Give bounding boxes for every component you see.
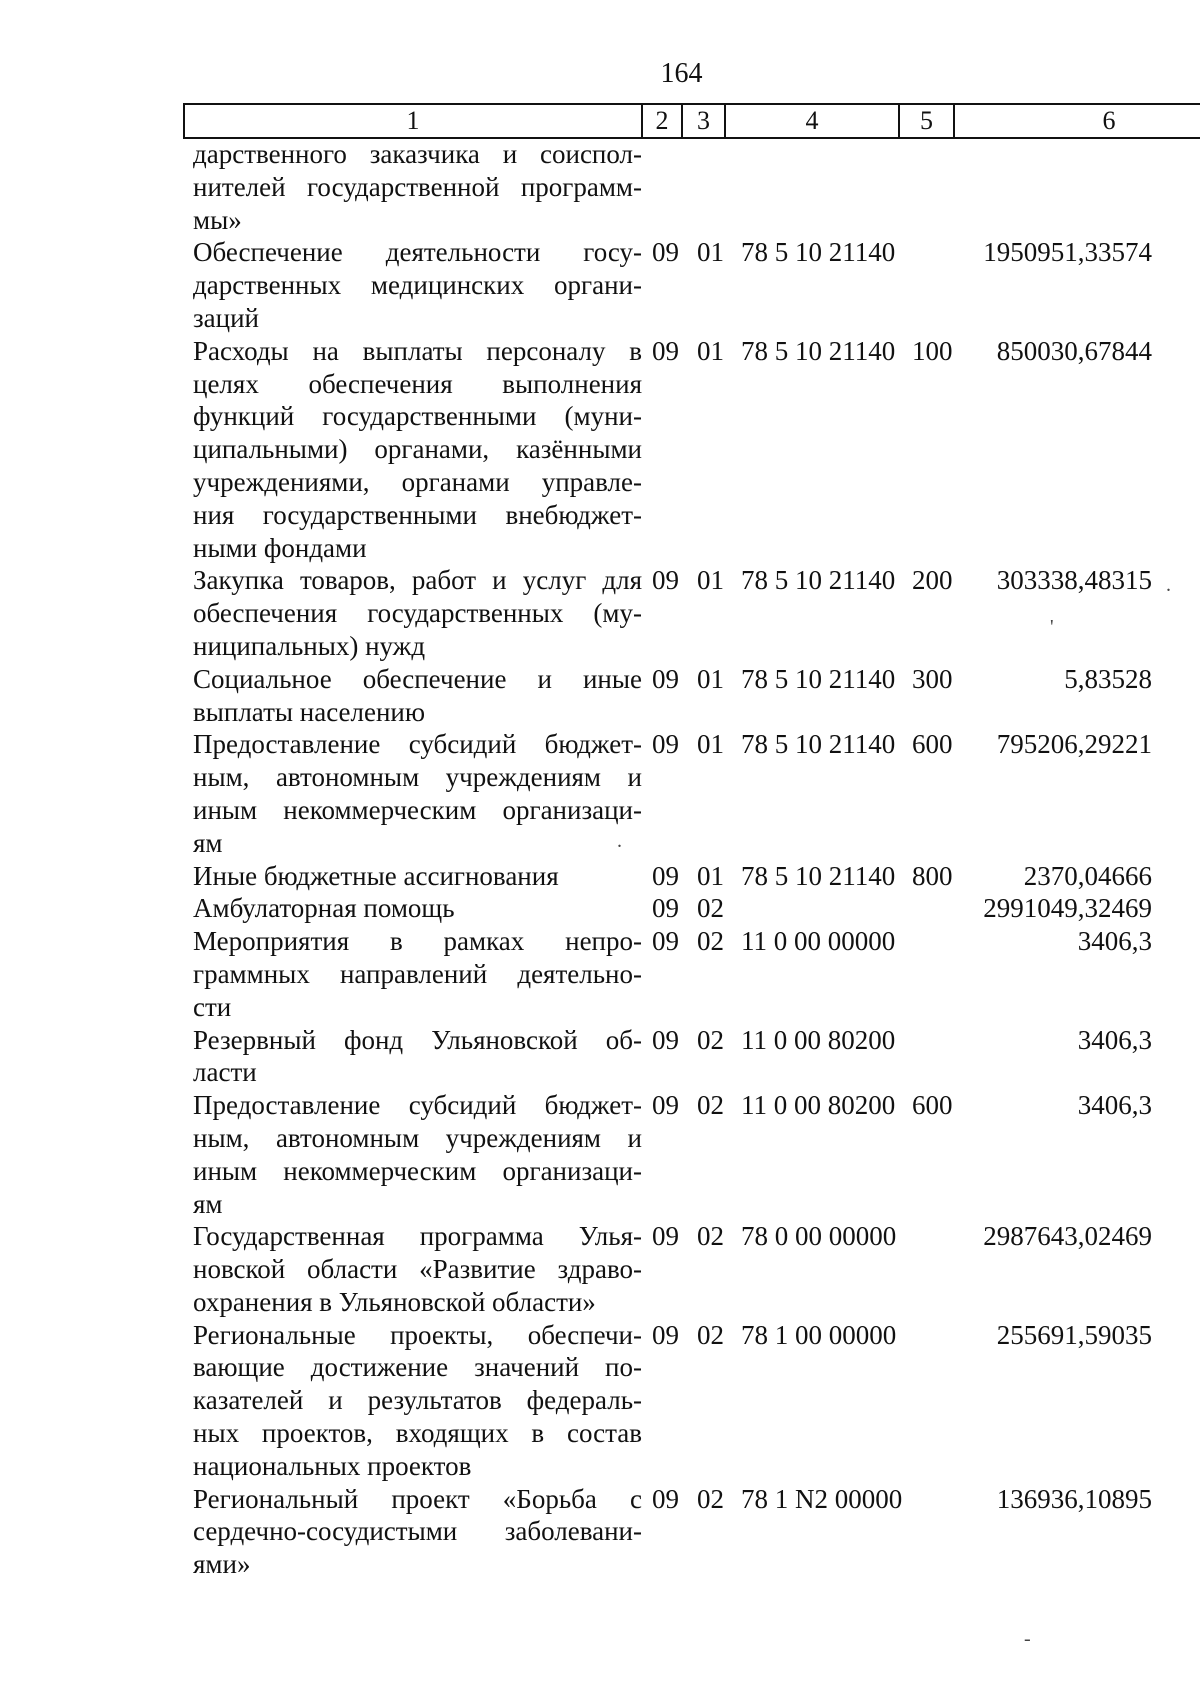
section-code: 09 [652, 335, 679, 366]
subsection-code: 01 [697, 565, 724, 596]
description-line: Закупка товаров, работ и услуг для [193, 565, 642, 596]
target-article-code: 78 5 10 21140 [741, 335, 896, 366]
expense-type-code: 600 [912, 1090, 953, 1121]
page-number: 164 [660, 58, 703, 89]
description-line: Иные бюджетные ассигнования [193, 860, 559, 891]
expense-type-code: 200 [912, 565, 953, 596]
target-article-code: 11 0 00 80200 [741, 1090, 896, 1121]
amount: 2370,04666 [1023, 860, 1152, 891]
amount: 3406,3 [1077, 1090, 1152, 1121]
description-line: функций государственными (муни- [193, 401, 642, 432]
amount: 2987643,02469 [983, 1221, 1152, 1252]
description-line: ласти [193, 1057, 257, 1088]
row-description [193, 564, 642, 662]
table-row [0, 1024, 1200, 1090]
description-line: Предоставление субсидий бюджет- [193, 729, 642, 760]
subsection-code: 02 [697, 1090, 724, 1121]
subsection-code: 02 [697, 1024, 724, 1055]
description-line: учреждениями, органами управле- [193, 466, 642, 497]
table-row [0, 1483, 1200, 1581]
section-code: 09 [652, 1221, 679, 1252]
description-line: сердечно-сосудистыми заболевани- [193, 1516, 642, 1547]
row-description [193, 728, 642, 859]
description-line: Региональный проект «Борьба с [193, 1483, 642, 1514]
target-article-code: 11 0 00 80200 [741, 1024, 896, 1055]
table-row [0, 236, 1200, 334]
table-row [0, 1089, 1200, 1220]
subsection-code: 01 [697, 237, 724, 268]
table-row [0, 564, 1200, 662]
target-article-code: 78 5 10 21140 [741, 663, 896, 694]
expense-type-code: 100 [912, 335, 953, 366]
section-code: 09 [652, 893, 679, 924]
amount: 136936,10895 [996, 1483, 1152, 1514]
amount: 2991049,32469 [983, 893, 1152, 924]
subsection-code: 01 [697, 663, 724, 694]
description-line: ям [193, 827, 223, 858]
table-header [183, 103, 1200, 139]
row-description [193, 236, 642, 334]
subsection-code: 01 [697, 335, 724, 366]
row-description [193, 860, 642, 893]
table-row [0, 925, 1200, 1023]
section-code: 09 [652, 926, 679, 957]
description-line: Региональные проекты, обеспечи- [193, 1319, 642, 1350]
scan-artifact: - [1024, 1628, 1031, 1650]
target-article-code: 78 5 10 21140 [741, 237, 896, 268]
row-description [193, 1319, 642, 1483]
amount: 850030,67844 [996, 335, 1152, 366]
row-description [193, 1220, 642, 1318]
description-line: нителей государственной программ- [193, 171, 642, 202]
description-line: иным некоммерческим организаци- [193, 794, 642, 825]
description-line: вающие достижение значений по- [193, 1352, 642, 1383]
subsection-code: 02 [697, 1221, 724, 1252]
subsection-code: 02 [697, 1483, 724, 1514]
expense-type-code: 300 [912, 663, 953, 694]
row-description [193, 1483, 642, 1581]
description-line: Социальное обеспечение и иные [193, 663, 642, 694]
description-line: Мероприятия в рамках непро- [193, 926, 642, 957]
section-code: 09 [652, 860, 679, 891]
table-row [0, 728, 1200, 859]
table-body [0, 138, 1200, 1581]
section-code: 09 [652, 237, 679, 268]
amount: 5,83528 [1064, 663, 1152, 694]
description-line: ям [193, 1188, 223, 1219]
section-code: 09 [652, 1024, 679, 1055]
description-line: выплаты населению [193, 696, 426, 727]
description-line: Амбулаторная помощь [193, 893, 455, 924]
expense-type-code: 600 [912, 729, 953, 760]
description-line: ния государственными внебюджет- [193, 499, 642, 530]
description-line: дарственных медицинских органи- [193, 270, 642, 301]
description-line: ных проектов, входящих в состав [193, 1418, 642, 1449]
description-line: обеспечения государственных (му- [193, 598, 642, 629]
scan-artifact: ' [1050, 616, 1054, 638]
target-article-code: 78 5 10 21140 [741, 729, 896, 760]
subsection-code: 02 [697, 1319, 724, 1350]
subsection-code: 02 [697, 893, 724, 924]
description-line: ными фондами [193, 532, 367, 563]
target-article-code: 11 0 00 00000 [741, 926, 896, 957]
row-description [193, 925, 642, 1023]
description-line: новской области «Развитие здраво- [193, 1254, 642, 1285]
description-line: казателей и результатов федераль- [193, 1385, 642, 1416]
amount: 3406,3 [1077, 926, 1152, 957]
section-code: 09 [652, 565, 679, 596]
description-line: охранения в Ульяновской области» [193, 1286, 596, 1317]
amount: 1950951,33574 [983, 237, 1152, 268]
description-line: целях обеспечения выполнения [193, 368, 642, 399]
scan-artifact: . [1166, 574, 1171, 596]
description-line: граммных направлений деятельно- [193, 958, 642, 989]
table-row [0, 138, 1200, 236]
section-code: 09 [652, 1090, 679, 1121]
subsection-code: 01 [697, 729, 724, 760]
description-line: Резервный фонд Ульяновской об- [193, 1024, 642, 1055]
description-line: Расходы на выплаты персоналу в [193, 335, 642, 366]
row-description [193, 663, 642, 729]
target-article-code: 78 1 N2 00000 [741, 1483, 903, 1514]
table-row [0, 663, 1200, 729]
description-line: ниципальных) нужд [193, 630, 426, 661]
amount: 795206,29221 [996, 729, 1152, 760]
header-col-2: 2 [643, 105, 683, 137]
row-description [193, 1024, 642, 1090]
header-col-6: 6 [1102, 106, 1116, 135]
description-line: национальных проектов [193, 1450, 472, 1481]
section-code: 09 [652, 663, 679, 694]
description-line: Государственная программа Улья- [193, 1221, 642, 1252]
row-description [193, 138, 642, 236]
description-line: сти [193, 991, 232, 1022]
target-article-code: 78 5 10 21140 [741, 860, 896, 891]
section-code: 09 [652, 729, 679, 760]
expense-type-code: 800 [912, 860, 953, 891]
description-line: мы» [193, 204, 242, 235]
amount: 255691,59035 [996, 1319, 1152, 1350]
description-line: ципальными) органами, казёнными [193, 434, 642, 465]
table-row [0, 1220, 1200, 1318]
row-description [193, 335, 642, 565]
description-line: иным некоммерческим организаци- [193, 1155, 642, 1186]
header-col-4: 4 [726, 105, 900, 137]
table-row [0, 1319, 1200, 1483]
section-code: 09 [652, 1483, 679, 1514]
header-col-1: 1 [185, 105, 643, 137]
target-article-code: 78 5 10 21140 [741, 565, 896, 596]
description-line: ным, автономным учреждениям и [193, 1122, 642, 1153]
amount: 3406,3 [1077, 1024, 1152, 1055]
description-line: ями» [193, 1549, 251, 1580]
description-line: дарственного заказчика и соиспол- [193, 139, 642, 169]
table-row [0, 335, 1200, 565]
header-col-5: 5 [900, 105, 955, 137]
target-article-code: 78 1 00 00000 [741, 1319, 897, 1350]
header-col-3: 3 [683, 105, 726, 137]
description-line: Обеспечение деятельности госу- [193, 237, 642, 268]
table-row [0, 860, 1200, 893]
amount: 303338,48315 [996, 565, 1152, 596]
subsection-code: 02 [697, 926, 724, 957]
target-article-code: 78 0 00 00000 [741, 1221, 897, 1252]
scan-artifact: . [617, 830, 622, 852]
row-description [193, 892, 642, 925]
description-line: ным, автономным учреждениям и [193, 762, 642, 793]
description-line: Предоставление субсидий бюджет- [193, 1090, 642, 1121]
description-line: заций [193, 302, 259, 333]
subsection-code: 01 [697, 860, 724, 891]
section-code: 09 [652, 1319, 679, 1350]
row-description [193, 1089, 642, 1220]
table-row [0, 892, 1200, 925]
